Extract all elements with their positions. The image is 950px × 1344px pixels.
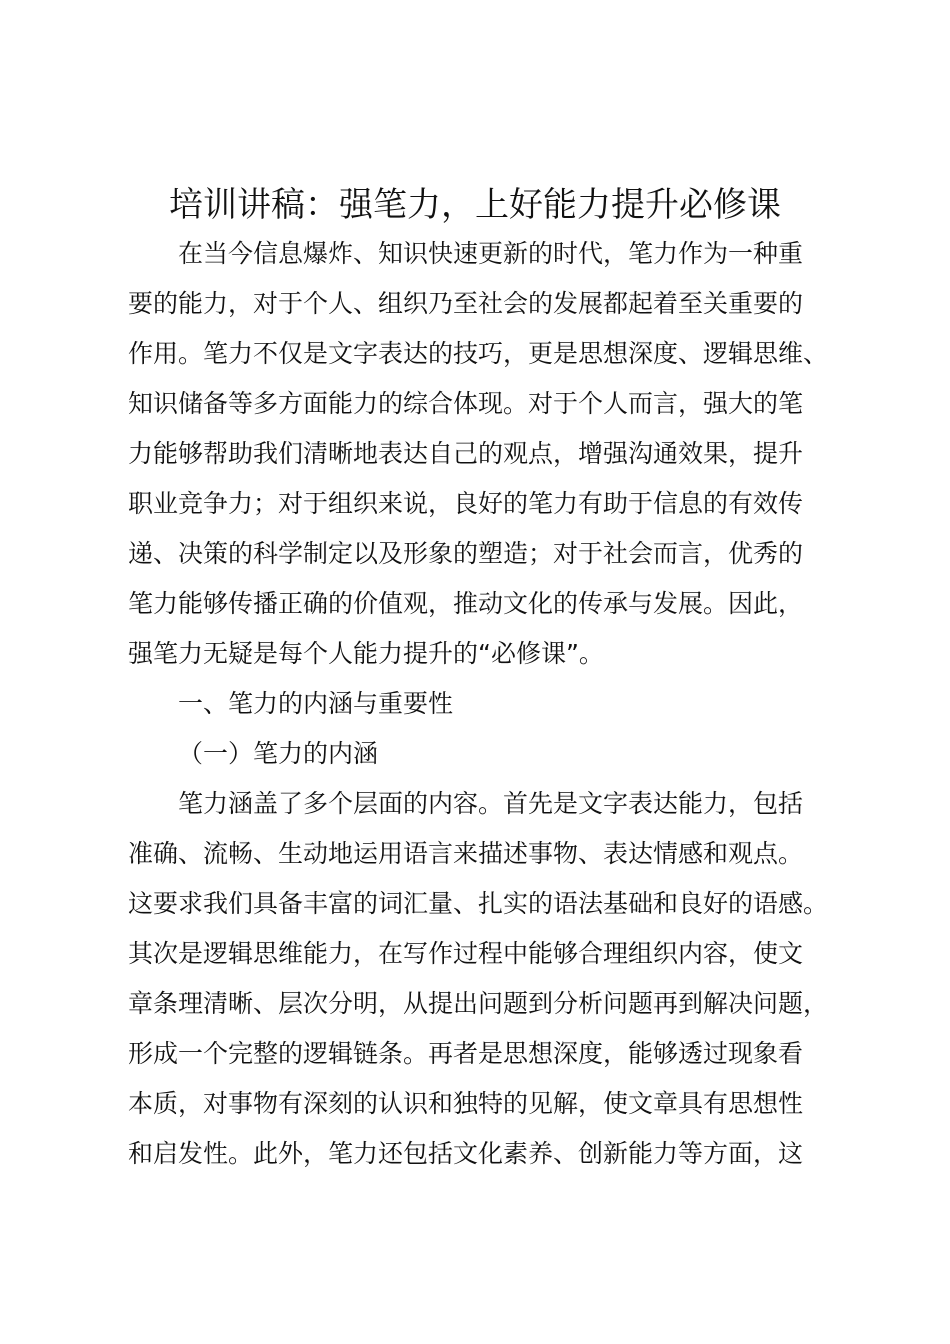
section-heading: 一、笔力的内涵与重要性 bbox=[178, 689, 454, 718]
paragraph-line: 其次是逻辑思维能力，在写作过程中能够合理组织内容，使文 bbox=[128, 939, 804, 968]
paragraph-line: 章条理清晰、层次分明，从提出问题到分析问题再到解决问题， bbox=[128, 989, 829, 1018]
paragraph-line: 要的能力，对于个人、组织乃至社会的发展都起着至关重要的 bbox=[128, 289, 804, 318]
paragraph-line: 职业竞争力；对于组织来说，良好的笔力有助于信息的有效传 bbox=[128, 489, 804, 518]
paragraph-line: 形成一个完整的逻辑链条。再者是思想深度，能够透过现象看 bbox=[128, 1039, 804, 1068]
paragraph-line: 力能够帮助我们清晰地表达自己的观点，增强沟通效果，提升 bbox=[128, 439, 804, 468]
document-title: 培训讲稿：强笔力，上好能力提升必修课 bbox=[169, 185, 781, 225]
paragraph-line: 作用。笔力不仅是文字表达的技巧，更是思想深度、逻辑思维、 bbox=[128, 339, 829, 368]
paragraph-line: 笔力涵盖了多个层面的内容。首先是文字表达能力，包括 bbox=[178, 789, 804, 818]
paragraph-line: 这要求我们具备丰富的词汇量、扎实的语法基础和良好的语感。 bbox=[128, 889, 829, 918]
paragraph-line: 笔力能够传播正确的价值观，推动文化的传承与发展。因此， bbox=[128, 589, 804, 618]
paragraph-line: 在当今信息爆炸、知识快速更新的时代，笔力作为一种重 bbox=[178, 239, 804, 268]
paragraph-line: 知识储备等多方面能力的综合体现。对于个人而言，强大的笔 bbox=[128, 389, 804, 418]
paragraph-line: 递、决策的科学制定以及形象的塑造；对于社会而言，优秀的 bbox=[128, 539, 804, 568]
paragraph-line: 强笔力无疑是每个人能力提升的“必修课”。 bbox=[128, 639, 604, 668]
paragraph-line: 准确、流畅、生动地运用语言来描述事物、表达情感和观点。 bbox=[128, 839, 804, 868]
paragraph-line: 和启发性。此外，笔力还包括文化素养、创新能力等方面，这 bbox=[128, 1139, 804, 1168]
subsection-heading: （一）笔力的内涵 bbox=[178, 739, 379, 768]
paragraph-line: 本质，对事物有深刻的认识和独特的见解，使文章具有思想性 bbox=[128, 1089, 804, 1118]
